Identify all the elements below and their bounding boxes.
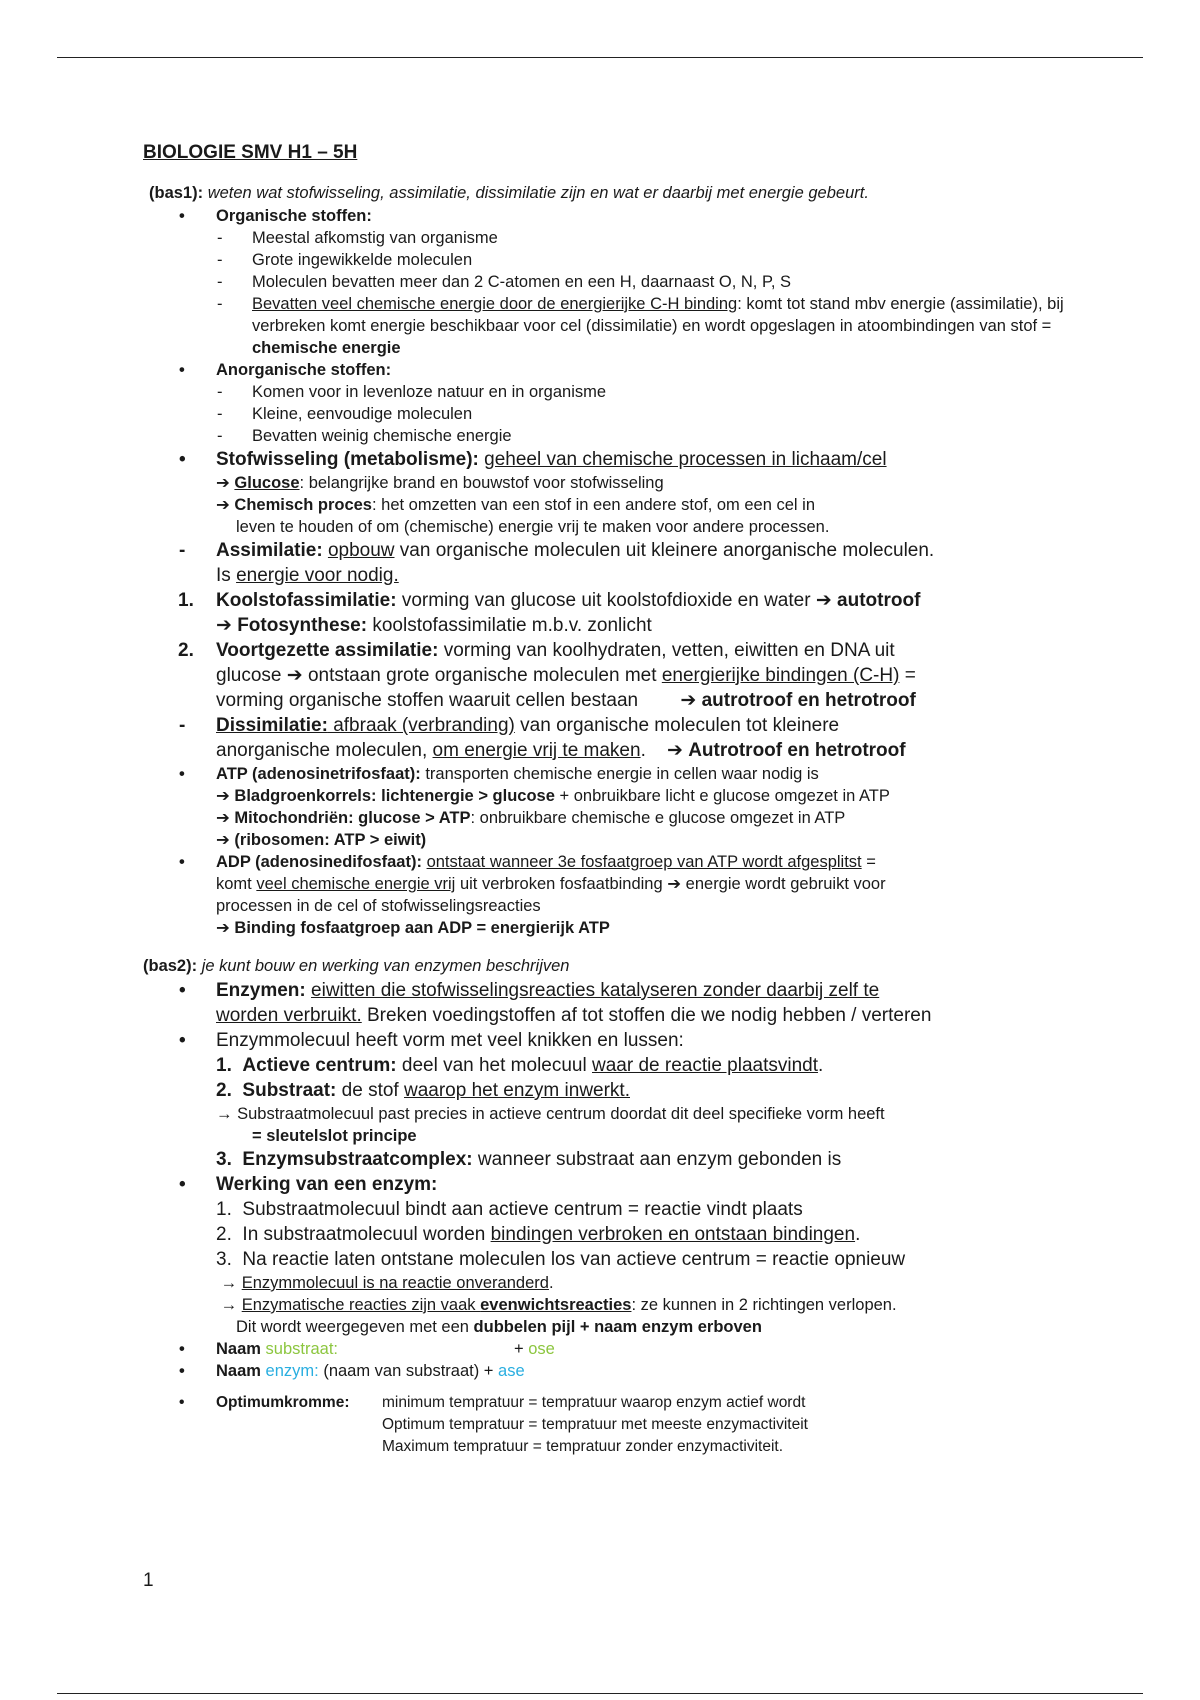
- right-arrow-icon: ➔: [216, 809, 230, 827]
- werking-step: 3. Na reactie laten ontstane moleculen los van actieve centrum = reactie opnieuw: [216, 1249, 906, 1270]
- dash-icon: -: [217, 273, 223, 291]
- right-arrow-icon: ➔: [216, 496, 230, 514]
- right-arrow-icon: ➔: [680, 690, 697, 711]
- atp-heading: • ATP (adenosinetrifosfaat): transporten chemische energie in cellen waar nodig is: [179, 765, 819, 783]
- bullet-icon: •: [179, 449, 186, 470]
- chemisch-proces-line-2: leven te houden of om (chemische) energie vrij te maken voor andere processen.: [236, 518, 830, 536]
- werking-note-1: → Enzymmolecuul is na reactie onveranderd.: [216, 1274, 554, 1292]
- voortgezette-line-2: glucose ➔ ontstaan grote organische moleculen met energierijke bindingen (C-H) =: [216, 665, 916, 686]
- werking-heading: • Werking van een enzym:: [179, 1174, 438, 1195]
- fotosynthese-line: ➔ Fotosynthese: koolstofassimilatie m.b.v. zonlicht: [216, 615, 652, 636]
- bas2-heading: (bas2): je kunt bouw en werking van enzymen beschrijven: [143, 957, 570, 975]
- list-item: - Meestal afkomstig van organisme: [217, 229, 498, 247]
- right-arrow-icon: ➔: [666, 740, 683, 761]
- werking-note-2: → Enzymatische reacties zijn vaak evenwichtsreacties: ze kunnen in 2 richtingen verlopen.: [216, 1296, 897, 1314]
- dash-icon: -: [179, 715, 186, 736]
- dash-icon: -: [217, 405, 223, 423]
- sleutelslot-line: → Substraatmolecuul past precies in actieve centrum doordat dit deel specifieke vorm heeft: [216, 1105, 885, 1123]
- list-item: - Grote ingewikkelde moleculen: [217, 251, 473, 269]
- bullet-icon: •: [179, 1030, 186, 1051]
- list-item: - Kleine, eenvoudige moleculen: [217, 405, 473, 423]
- dissimilatie-heading: - Dissimilatie: afbraak (verbranding) van organische moleculen tot kleinere: [179, 715, 840, 736]
- dash-icon: -: [217, 229, 223, 247]
- dissimilatie-line-2: anorganische moleculen, om energie vrij te maken. ➔ Autrotroof en hetrotroof: [216, 740, 906, 761]
- stofwisseling-heading: • Stofwisseling (metabolisme): geheel van chemische processen in lichaam/cel: [179, 449, 887, 470]
- right-arrow-icon: ➔: [216, 474, 230, 492]
- assimilatie-line-2: Is energie voor nodig.: [216, 565, 399, 586]
- naam-enzym-item: • Naam enzym: (naam van substraat) + ase: [179, 1362, 525, 1380]
- enzymmolecuul-item: • Enzymmolecuul heeft vorm met veel knikken en lussen:: [179, 1030, 684, 1051]
- right-arrow-icon: ➔: [216, 831, 230, 849]
- enzymen-heading: • Enzymen: eiwitten die stofwisselingsreacties katalyseren zonder daarbij zelf te: [179, 980, 880, 1001]
- anorganisch-heading: • Anorganische stoffen:: [179, 361, 392, 379]
- chemisch-proces-line: ➔ Chemisch proces: het omzetten van een stof in een andere stof, om een cel in: [216, 496, 816, 514]
- atp-line-1: ➔ Bladgroenkorrels: lichtenergie > glucose + onbruikbare licht e glucose omgezet in ATP: [216, 787, 890, 805]
- right-arrow-icon: →: [216, 1274, 238, 1292]
- assimilatie-heading: - Assimilatie: opbouw van organische moleculen uit kleinere anorganische moleculen.: [179, 540, 935, 561]
- bullet-icon: •: [179, 765, 185, 783]
- right-arrow-icon: ➔: [216, 615, 232, 636]
- adp-heading: • ADP (adenosinedifosfaat): ontstaat wanneer 3e fosfaatgroep van ATP wordt afgesplitst =: [179, 853, 876, 871]
- list-item: - Komen voor in levenloze natuur en in organisme: [217, 383, 607, 401]
- dash-icon: -: [217, 427, 223, 445]
- atp-line-2: ➔ Mitochondriën: glucose > ATP: onbruikbare chemische e glucose omgezet in ATP: [216, 809, 846, 827]
- koolstofassimilatie-item: 1. Koolstofassimilatie: vorming van glucose uit koolstofdioxide en water ➔ autotroof: [178, 590, 921, 611]
- right-arrow-icon: ➔: [286, 665, 303, 686]
- substraat-item: 2. Substraat: de stof waarop het enzym inwerkt.: [216, 1080, 630, 1101]
- right-arrow-icon: ➔: [667, 875, 682, 893]
- actieve-centrum-item: 1. Actieve centrum: deel van het molecuul waar de reactie plaatsvindt.: [216, 1055, 824, 1076]
- list-item: - Moleculen bevatten meer dan 2 C-atomen en een H, daarnaast O, N, P, S: [217, 273, 792, 291]
- right-arrow-icon: →: [216, 1105, 233, 1123]
- bullet-icon: •: [179, 1394, 185, 1411]
- glucose-line: ➔ Glucose: belangrijke brand en bouwstof voor stofwisseling: [216, 474, 664, 492]
- right-arrow-icon: →: [216, 1296, 238, 1314]
- bullet-icon: •: [179, 853, 185, 871]
- list-item: - Bevatten weinig chemische energie: [217, 427, 512, 445]
- naam-substraat-item: • Naam substraat: + ose: [179, 1340, 555, 1358]
- dash-icon: -: [217, 383, 223, 401]
- page-title: BIOLOGIE SMV H1 – 5H: [143, 142, 358, 163]
- werking-note-3: Dit wordt weergegeven met een dubbelen pijl + naam enzym erboven: [236, 1318, 762, 1336]
- adp-line-2: komt veel chemische energie vrij uit verbroken fosfaatbinding ➔ energie wordt gebruikt voor: [216, 875, 886, 893]
- bullet-icon: •: [179, 1340, 185, 1358]
- adp-line-3: processen in de cel of stofwisselingsreacties: [216, 897, 541, 915]
- bullet-icon: •: [179, 1174, 186, 1195]
- right-arrow-icon: ➔: [216, 919, 230, 937]
- voortgezette-assimilatie-item: 2. Voortgezette assimilatie: vorming van koolhydraten, vetten, eiwitten en DNA uit: [178, 640, 895, 661]
- top-rule: [57, 57, 1143, 58]
- enzymen-line-2: worden verbruikt. Breken voedingstoffen af tot stoffen die we nodig hebben / verteren: [216, 1005, 932, 1026]
- bullet-icon: •: [179, 980, 186, 1001]
- bullet-icon: •: [179, 207, 185, 225]
- organisch-heading: • Organische stoffen:: [179, 207, 372, 225]
- page-number: 1: [143, 1570, 154, 1591]
- dash-icon: -: [179, 540, 186, 561]
- dash-icon: -: [217, 251, 223, 269]
- optimumkromme-values: minimum tempratuur = tempratuur waarop enzym actief wordt Optimum tempratuur = tempratuur met meeste enzymactiviteit Maximum tempratuur = tempratuur zonder enzymactiviteit.: [382, 1394, 808, 1455]
- sleutelslot-line-2: = sleutelslot principe: [252, 1127, 417, 1145]
- dash-icon: -: [217, 295, 223, 313]
- atp-line-3: ➔ (ribosomen: ATP > eiwit): [216, 831, 427, 849]
- bottom-rule: [57, 1693, 1143, 1694]
- list-item: - Bevatten veel chemische energie door de energierijke C-H binding: komt tot stand mbv energie (assimilatie), bij verbreken komt energie beschikbaar voor cel (dissimilatie) en wordt opgeslagen in atoombindingen van stof = chemische energie: [217, 295, 1064, 357]
- optimumkromme-item: • Optimumkromme: minimum tempratuur = tempratuur waarop enzym actief wordt Optimum tempratuur = tempratuur met meeste enzymactiviteit Maximum tempratuur = tempratuur zonder enzymactiviteit.: [143, 1392, 1073, 1458]
- bas1-heading: (bas1): weten wat stofwisseling, assimilatie, dissimilatie zijn en wat er daarbij met energie gebeurt.: [149, 184, 869, 202]
- werking-step: 2. In substraatmolecuul worden bindingen verbroken en ontstaan bindingen.: [216, 1224, 861, 1245]
- adp-line-4: ➔ Binding fosfaatgroep aan ADP = energierijk ATP: [216, 919, 610, 937]
- right-arrow-icon: ➔: [216, 787, 230, 805]
- werking-step: 1. Substraatmolecuul bindt aan actieve centrum = reactie vindt plaats: [216, 1199, 803, 1220]
- right-arrow-icon: ➔: [815, 590, 832, 611]
- document-page: [143, 142, 1073, 1458]
- bullet-icon: •: [179, 361, 185, 379]
- voortgezette-line-3: vorming organische stoffen waaruit cellen bestaan ➔ autrotroof en hetrotroof: [216, 690, 916, 711]
- enzymsubstraatcomplex-item: 3. Enzymsubstraatcomplex: wanneer substraat aan enzym gebonden is: [216, 1149, 842, 1170]
- bullet-icon: •: [179, 1362, 185, 1380]
